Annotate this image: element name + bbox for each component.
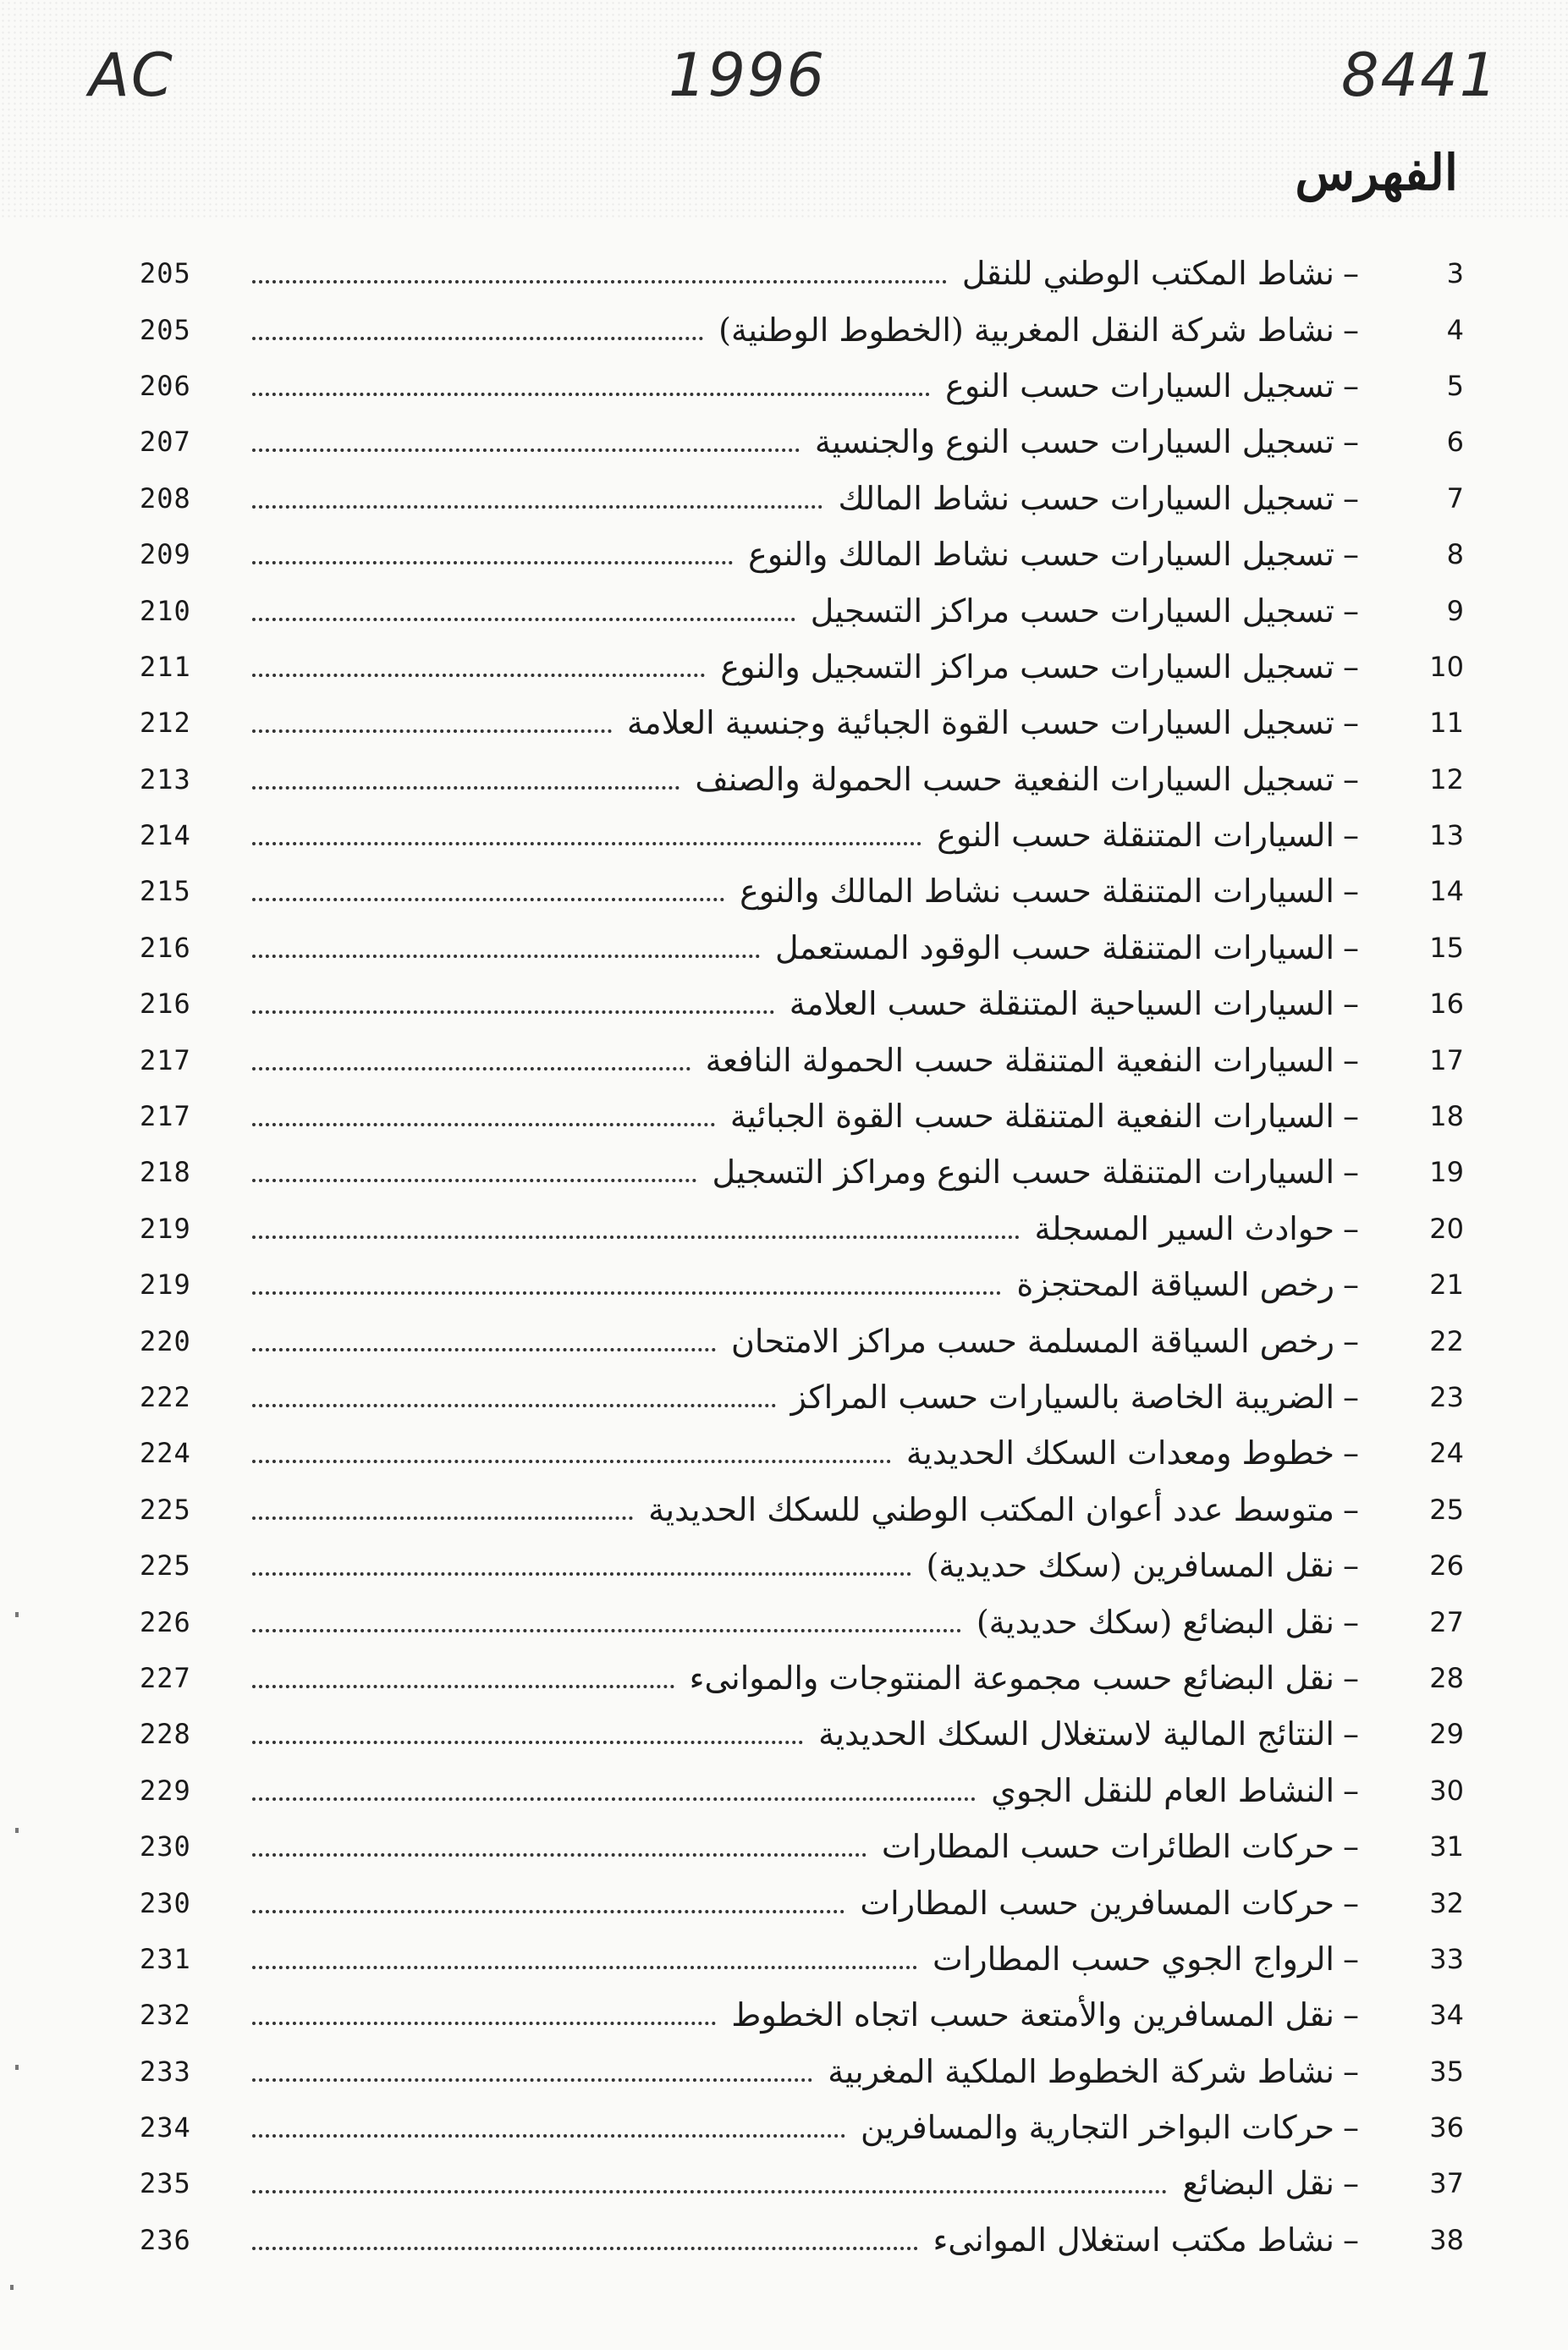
toc-entry-number: 36 xyxy=(1429,2111,1464,2144)
toc-entry xyxy=(140,2155,1464,2211)
toc-entry-number: 25 xyxy=(1429,1493,1464,1526)
toc-entry-number: 9 xyxy=(1446,594,1464,627)
toc-entry-number: 22 xyxy=(1429,1324,1464,1357)
toc-entry-title: السيارات المتنقلة حسب نشاط المالك والنوع xyxy=(740,872,1334,911)
toc-entry xyxy=(140,1931,1464,1987)
toc-page-number: 205 xyxy=(140,313,191,346)
toc-entry-title: نشاط شركة النقل المغربية (الخطوط الوطنية) xyxy=(718,311,1334,349)
toc-entry-title: النتائج المالية لاستغلال السكك الحديدية xyxy=(818,1715,1334,1753)
toc-page-number: 219 xyxy=(140,1269,191,1302)
toc-entry-number: 19 xyxy=(1429,1156,1464,1189)
entry-dash: – xyxy=(1343,2052,1359,2090)
dot-leader xyxy=(252,1629,961,1632)
dot-leader xyxy=(252,842,922,845)
dot-leader xyxy=(252,1460,891,1463)
toc-entry-number: 35 xyxy=(1429,2055,1464,2088)
toc-entry xyxy=(140,863,1464,919)
toc-entry-title: الضريبة الخاصة بالسيارات حسب المراكز xyxy=(790,1379,1334,1416)
toc-entry-title: حركات المسافرين حسب المطارات xyxy=(860,1884,1334,1922)
toc-entry xyxy=(140,1763,1464,1819)
toc-entry xyxy=(140,1201,1464,1257)
toc-entry xyxy=(140,1874,1464,1930)
toc-entry-number: 37 xyxy=(1429,2167,1464,2200)
toc-entry xyxy=(140,301,1464,357)
toc-entry xyxy=(140,1819,1464,1874)
dot-leader xyxy=(252,1067,690,1070)
toc-entry xyxy=(140,414,1464,470)
entry-dash: – xyxy=(1343,985,1359,1023)
toc-page-number: 229 xyxy=(140,1774,191,1807)
toc-page-number: 207 xyxy=(140,426,191,459)
dot-leader xyxy=(252,1236,1020,1239)
dot-leader xyxy=(252,2190,1167,2193)
toc-entry xyxy=(140,1538,1464,1593)
toc-entry-title: تسجيل السيارات حسب نشاط المالك والنوع xyxy=(748,536,1334,574)
page-title: الفهرس xyxy=(1295,144,1458,201)
toc-entry xyxy=(140,1032,1464,1087)
toc-page-number: 217 xyxy=(140,1043,191,1076)
entry-dash: – xyxy=(1343,1771,1359,1809)
toc-entry-number: 12 xyxy=(1429,762,1464,795)
toc-page-number: 234 xyxy=(140,2111,191,2144)
dot-leader xyxy=(252,1853,867,1857)
entry-dash: – xyxy=(1343,1434,1359,1472)
toc-entry xyxy=(140,1257,1464,1313)
toc-page-number: 217 xyxy=(140,1100,191,1133)
toc-entry xyxy=(140,1593,1464,1649)
toc-entry-title: رخص السياقة المحتجزة xyxy=(1016,1266,1334,1304)
toc-entry xyxy=(140,1650,1464,1706)
toc-entry-title: رخص السياقة المسلمة حسب مراكز الامتحان xyxy=(730,1322,1334,1360)
toc-entry xyxy=(140,1088,1464,1144)
toc-entry-number: 15 xyxy=(1429,931,1464,964)
dot-leader xyxy=(252,1179,696,1182)
toc-page-number: 219 xyxy=(140,1212,191,1245)
toc-entry-title: نشاط مكتب استغلال الموانىء xyxy=(933,2221,1334,2259)
toc-entry-number: 32 xyxy=(1429,1886,1464,1919)
toc-entry-title: حركات البواخر التجارية والمسافرين xyxy=(861,2109,1334,2147)
toc-entry-title: نقل البضائع xyxy=(1182,2165,1334,2203)
toc-entry-number: 30 xyxy=(1429,1774,1464,1807)
toc-entry-number: 8 xyxy=(1446,538,1464,571)
toc-entry xyxy=(140,807,1464,863)
toc-page-number: 236 xyxy=(140,2223,191,2256)
entry-dash: – xyxy=(1343,1828,1359,1866)
toc-entry xyxy=(140,2044,1464,2100)
toc-entry-number: 34 xyxy=(1429,1999,1464,2032)
entry-dash: – xyxy=(1343,1659,1359,1697)
toc-entry-number: 23 xyxy=(1429,1381,1464,1413)
entry-dash: – xyxy=(1343,1153,1359,1192)
toc-entry-number: 28 xyxy=(1429,1661,1464,1694)
toc-entry xyxy=(140,639,1464,695)
toc-entry-title: السيارات المتنقلة حسب الوقود المستعمل xyxy=(774,928,1334,966)
dot-leader xyxy=(252,618,795,621)
dot-leader xyxy=(252,2022,716,2025)
toc-page-number: 216 xyxy=(140,988,191,1021)
toc-entry xyxy=(140,1313,1464,1368)
toc-page-number: 212 xyxy=(140,707,191,740)
toc-entry-title: تسجيل السيارات النفعية حسب الحمولة والصنف xyxy=(695,760,1334,798)
entry-dash: – xyxy=(1343,760,1359,798)
toc-entry-title: حركات الطائرات حسب المطارات xyxy=(881,1828,1334,1866)
toc-page-number: 230 xyxy=(140,1886,191,1919)
toc-entry xyxy=(140,1706,1464,1762)
dot-leader xyxy=(252,786,679,790)
entry-dash: – xyxy=(1343,817,1359,855)
toc-entry xyxy=(140,751,1464,807)
toc-entry-title: تسجيل السيارات حسب مراكز التسجيل xyxy=(810,592,1334,630)
toc-entry xyxy=(140,526,1464,582)
toc-entry xyxy=(140,695,1464,751)
entry-dash: – xyxy=(1343,1547,1359,1585)
toc-entry-number: 33 xyxy=(1429,1942,1464,1975)
toc-entry-title: تسجيل السيارات حسب النوع والجنسية xyxy=(814,423,1334,461)
dot-leader xyxy=(252,449,800,452)
toc-entry xyxy=(140,471,1464,526)
toc-page-number: 233 xyxy=(140,2055,191,2088)
toc-entry xyxy=(140,1369,1464,1425)
dot-leader xyxy=(252,1123,715,1126)
toc-entry-number: 20 xyxy=(1429,1212,1464,1245)
entry-dash: – xyxy=(1343,1884,1359,1922)
entry-dash: – xyxy=(1343,1266,1359,1304)
toc-entry-number: 16 xyxy=(1429,988,1464,1021)
toc-entry-title: نقل البضائع (سكك حديدية) xyxy=(976,1603,1334,1641)
dot-leader xyxy=(252,280,947,283)
toc-page-number: 210 xyxy=(140,594,191,627)
toc-page-number: 235 xyxy=(140,2167,191,2200)
toc-entry-title: نقل المسافرين (سكك حديدية) xyxy=(926,1547,1334,1585)
table-of-contents xyxy=(140,245,1464,2268)
toc-page-number: 232 xyxy=(140,1999,191,2032)
handwritten-note-right: 8441 xyxy=(1341,41,1499,110)
toc-entry-title: تسجيل السيارات حسب مراكز التسجيل والنوع xyxy=(720,647,1334,685)
toc-entry-title: الرواج الجوي حسب المطارات xyxy=(932,1940,1334,1978)
entry-dash: – xyxy=(1343,536,1359,574)
entry-dash: – xyxy=(1343,311,1359,349)
toc-entry-title: متوسط عدد أعوان المكتب الوطني للسكك الحديدية xyxy=(648,1490,1334,1528)
dot-leader xyxy=(252,1348,716,1351)
toc-entry-number: 13 xyxy=(1429,819,1464,852)
toc-entry xyxy=(140,245,1464,301)
toc-entry xyxy=(140,2212,1464,2268)
entry-dash: – xyxy=(1343,1715,1359,1753)
entry-dash: – xyxy=(1343,592,1359,630)
toc-entry-number: 26 xyxy=(1429,1549,1464,1582)
toc-entry-number: 5 xyxy=(1446,369,1464,402)
toc-entry-number: 7 xyxy=(1446,482,1464,515)
toc-entry xyxy=(140,976,1464,1032)
toc-page-number: 208 xyxy=(140,482,191,515)
dot-leader xyxy=(252,1741,803,1744)
toc-entry-number: 11 xyxy=(1429,707,1464,740)
dot-leader xyxy=(252,898,724,901)
entry-dash: – xyxy=(1343,1490,1359,1528)
toc-entry-number: 14 xyxy=(1429,875,1464,908)
dot-leader xyxy=(252,561,733,564)
entry-dash: – xyxy=(1343,1098,1359,1136)
toc-entry-title: السيارات المتنقلة حسب النوع xyxy=(937,817,1334,855)
toc-entry-title: نشاط المكتب الوطني للنقل xyxy=(961,255,1334,293)
toc-page-number: 220 xyxy=(140,1324,191,1357)
dot-leader xyxy=(252,1685,674,1688)
entry-dash: – xyxy=(1343,1041,1359,1079)
entry-dash: – xyxy=(1343,1209,1359,1247)
toc-entry-number: 27 xyxy=(1429,1605,1464,1638)
toc-entry xyxy=(140,920,1464,976)
entry-dash: – xyxy=(1343,1379,1359,1416)
toc-entry xyxy=(140,582,1464,638)
toc-entry xyxy=(140,1987,1464,2043)
toc-entry-title: تسجيل السيارات حسب النوع xyxy=(945,366,1334,405)
dot-leader xyxy=(252,1910,845,1913)
toc-entry-title: السيارات السياحية المتنقلة حسب العلامة xyxy=(789,985,1334,1023)
entry-dash: – xyxy=(1343,1322,1359,1360)
toc-page-number: 218 xyxy=(140,1156,191,1189)
toc-entry xyxy=(140,2100,1464,2155)
dot-leader xyxy=(252,955,760,958)
toc-entry-title: السيارات النفعية المتنقلة حسب القوة الجبائية xyxy=(729,1098,1334,1136)
toc-page-number: 231 xyxy=(140,1942,191,1975)
margin-speck xyxy=(15,1612,19,1617)
toc-page-number: 213 xyxy=(140,762,191,795)
dot-leader xyxy=(252,1404,776,1407)
toc-page-number: 225 xyxy=(140,1549,191,1582)
toc-page-number: 211 xyxy=(140,650,191,683)
entry-dash: – xyxy=(1343,1940,1359,1978)
toc-entry-number: 18 xyxy=(1429,1100,1464,1133)
toc-entry-number: 3 xyxy=(1446,257,1464,290)
handwritten-note-left: AC xyxy=(89,41,174,110)
dot-leader xyxy=(252,2078,812,2082)
toc-entry-number: 17 xyxy=(1429,1043,1464,1076)
toc-page-number: 216 xyxy=(140,931,191,964)
dot-leader xyxy=(252,1291,1001,1295)
toc-entry-title: حوادث السير المسجلة xyxy=(1034,1209,1334,1247)
entry-dash: – xyxy=(1343,255,1359,293)
toc-entry-title: خطوط ومعدات السكك الحديدية xyxy=(905,1434,1334,1472)
toc-entry-title: نقل المسافرين والأمتعة حسب اتجاه الخطوط xyxy=(731,1996,1334,2034)
toc-page-number: 226 xyxy=(140,1605,191,1638)
margin-speck xyxy=(15,2065,19,2070)
entry-dash: – xyxy=(1343,479,1359,517)
dot-leader xyxy=(252,1966,917,1969)
toc-entry-number: 31 xyxy=(1429,1830,1464,1863)
dot-leader xyxy=(252,337,703,340)
dot-leader xyxy=(252,1797,976,1801)
entry-dash: – xyxy=(1343,1996,1359,2034)
entry-dash: – xyxy=(1343,366,1359,405)
toc-page-number: 206 xyxy=(140,369,191,402)
entry-dash: – xyxy=(1343,423,1359,461)
toc-entry xyxy=(140,1425,1464,1481)
margin-speck xyxy=(15,1828,19,1833)
toc-entry-title: تسجيل السيارات حسب القوة الجبائية وجنسية العلامة xyxy=(626,704,1334,742)
entry-dash: – xyxy=(1343,2165,1359,2203)
toc-page-number: 214 xyxy=(140,819,191,852)
dot-leader xyxy=(252,1010,774,1014)
margin-speck xyxy=(10,2285,14,2290)
toc-entry-title: السيارات النفعية المتنقلة حسب الحمولة النافعة xyxy=(705,1041,1334,1079)
entry-dash: – xyxy=(1343,1603,1359,1641)
handwritten-note-center: 1996 xyxy=(668,41,827,110)
toc-entry-number: 10 xyxy=(1429,650,1464,683)
entry-dash: – xyxy=(1343,2221,1359,2259)
entry-dash: – xyxy=(1343,704,1359,742)
toc-entry-number: 24 xyxy=(1429,1437,1464,1470)
entry-dash: – xyxy=(1343,872,1359,911)
dot-leader xyxy=(252,1572,911,1576)
toc-entry-title: تسجيل السيارات حسب نشاط المالك xyxy=(838,479,1334,517)
toc-entry-title: السيارات المتنقلة حسب النوع ومراكز التسجيل xyxy=(712,1153,1334,1192)
toc-page-number: 227 xyxy=(140,1661,191,1694)
dot-leader xyxy=(252,505,823,509)
toc-page-number: 224 xyxy=(140,1437,191,1470)
toc-entry-title: نشاط شركة الخطوط الملكية المغربية xyxy=(828,2052,1334,2090)
dot-leader xyxy=(252,674,705,677)
toc-page-number: 225 xyxy=(140,1493,191,1526)
dot-leader xyxy=(252,2134,845,2138)
toc-entry xyxy=(140,358,1464,414)
toc-entry-number: 6 xyxy=(1446,426,1464,459)
toc-entry xyxy=(140,1482,1464,1538)
toc-entry-number: 21 xyxy=(1429,1269,1464,1302)
toc-entry xyxy=(140,1144,1464,1200)
toc-page-number: 215 xyxy=(140,875,191,908)
entry-dash: – xyxy=(1343,647,1359,685)
dot-leader xyxy=(252,2247,918,2250)
toc-page-number: 205 xyxy=(140,257,191,290)
dot-leader xyxy=(252,729,612,733)
dot-leader xyxy=(252,393,930,396)
dot-leader xyxy=(252,1516,633,1520)
toc-entry-number: 38 xyxy=(1429,2223,1464,2256)
toc-page-number: 228 xyxy=(140,1718,191,1751)
toc-page-number: 222 xyxy=(140,1381,191,1413)
entry-dash: – xyxy=(1343,2109,1359,2147)
entry-dash: – xyxy=(1343,928,1359,966)
toc-entry-title: النشاط العام للنقل الجوي xyxy=(991,1771,1334,1809)
toc-entry-number: 4 xyxy=(1446,313,1464,346)
toc-entry-number: 29 xyxy=(1429,1718,1464,1751)
toc-page-number: 230 xyxy=(140,1830,191,1863)
toc-page-number: 209 xyxy=(140,538,191,571)
toc-entry-title: نقل البضائع حسب مجموعة المنتوجات والموانىء xyxy=(689,1659,1334,1697)
